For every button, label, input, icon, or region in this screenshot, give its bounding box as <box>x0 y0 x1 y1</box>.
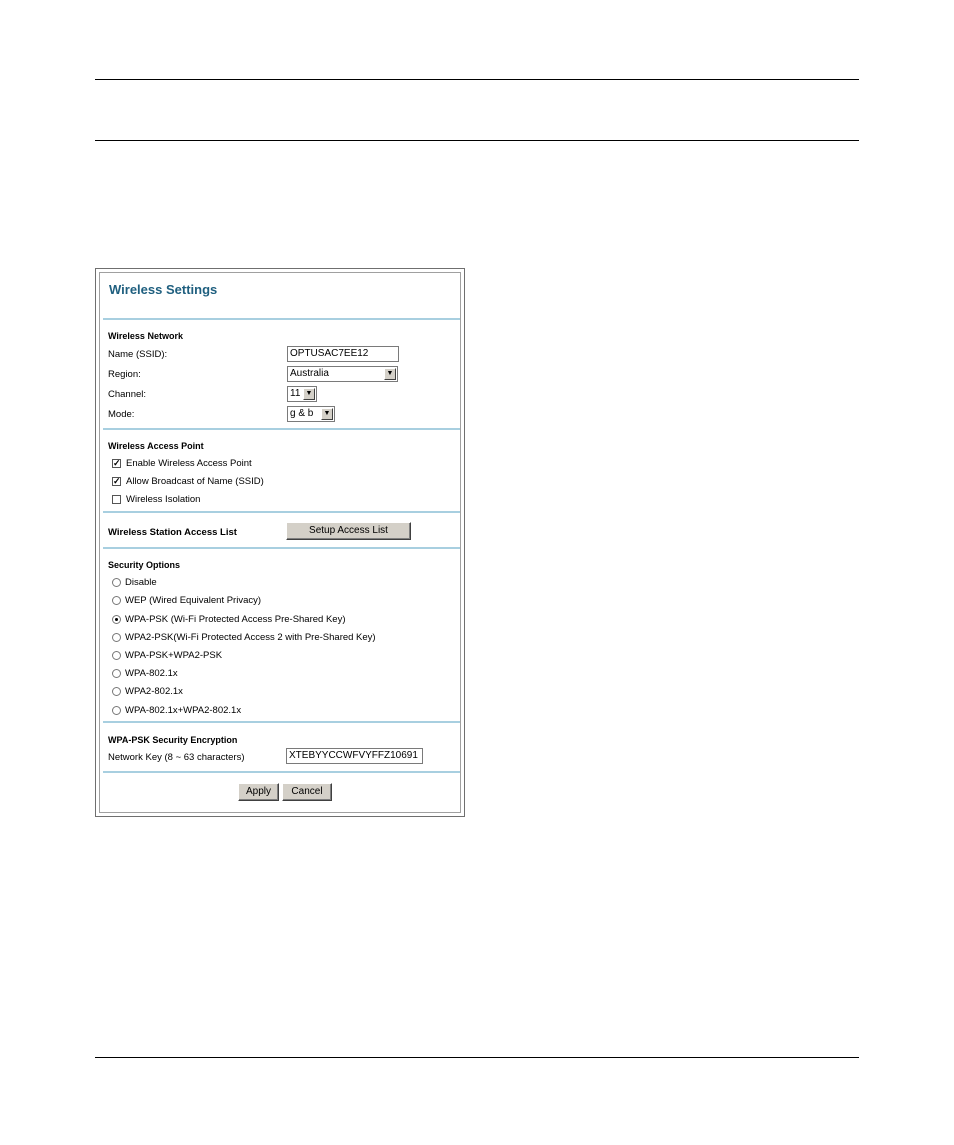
channel-value: 11 <box>290 388 301 399</box>
security-option-label: WPA2-802.1x <box>125 686 183 697</box>
wireless-isolation-label: Wireless Isolation <box>126 494 201 505</box>
ssid-label: Name (SSID): <box>108 349 168 360</box>
mode-value: g & b <box>290 408 314 419</box>
region-value: Australia <box>290 368 329 379</box>
security-radio-wpa2-802-1x[interactable] <box>112 687 121 696</box>
security-radio-wpa-wpa2-802-1x[interactable] <box>112 706 121 715</box>
divider <box>103 547 460 549</box>
network-key-input[interactable]: XTEBYYCCWFVYFFZ10691 <box>286 748 423 764</box>
security-option-label: WEP (Wired Equivalent Privacy) <box>125 595 262 606</box>
section-heading-station-list: Wireless Station Access List <box>108 527 237 538</box>
security-option-label: WPA-PSK+WPA2-PSK <box>125 650 223 661</box>
page-title: Wireless Settings <box>109 282 218 297</box>
security-radio-wpa-psk[interactable] <box>112 615 121 624</box>
mode-select[interactable] <box>287 406 335 422</box>
divider <box>103 771 460 773</box>
enable-access-point-checkbox[interactable]: ✓ <box>113 458 121 468</box>
panel-body <box>99 272 461 813</box>
network-key-label: Network Key (8 ~ 63 characters) <box>108 752 245 763</box>
chevron-down-icon[interactable]: ▼ <box>303 388 315 400</box>
divider <box>103 318 460 320</box>
ssid-input[interactable]: OPTUSAC7EE12 <box>287 346 399 362</box>
chevron-down-icon[interactable]: ▼ <box>384 368 396 380</box>
divider <box>103 721 460 723</box>
security-option-label: Disable <box>125 577 157 588</box>
cancel-button[interactable]: Cancel <box>282 783 332 801</box>
region-label: Region: <box>108 369 141 380</box>
security-radio-wpa2-psk[interactable] <box>112 633 121 642</box>
chevron-down-icon[interactable]: ▼ <box>321 408 333 420</box>
security-radio-wpa-psk-wpa2-psk[interactable] <box>112 651 121 660</box>
header-rule-top <box>95 79 859 80</box>
wireless-isolation-checkbox[interactable] <box>112 495 121 504</box>
channel-select[interactable] <box>287 386 317 402</box>
section-heading-security: Security Options <box>108 560 181 570</box>
broadcast-ssid-checkbox[interactable]: ✓ <box>113 476 121 486</box>
channel-label: Channel: <box>108 389 147 400</box>
security-option-label: WPA2-PSK(Wi-Fi Protected Access 2 with Pre-Shared Key) <box>125 632 376 643</box>
security-radio-wep[interactable] <box>112 596 121 605</box>
divider <box>103 511 460 513</box>
section-heading-access-point: Wireless Access Point <box>108 441 204 451</box>
header-rule-bottom <box>95 140 859 141</box>
security-option-label: WPA-802.1x+WPA2-802.1x <box>125 705 242 716</box>
section-heading-encryption: WPA-PSK Security Encryption <box>108 735 238 745</box>
security-radio-wpa-802-1x[interactable] <box>112 669 121 678</box>
section-heading-wireless-network: Wireless Network <box>108 331 183 341</box>
mode-label: Mode: <box>108 409 135 420</box>
footer-rule <box>95 1057 859 1058</box>
apply-button[interactable]: Apply <box>238 783 279 801</box>
security-radio-disable[interactable] <box>112 578 121 587</box>
setup-access-list-button[interactable]: Setup Access List <box>286 522 411 540</box>
broadcast-ssid-label: Allow Broadcast of Name (SSID) <box>126 476 264 487</box>
wireless-settings-panel <box>95 268 465 817</box>
region-select[interactable] <box>287 366 398 382</box>
security-option-label: WPA-PSK (Wi-Fi Protected Access Pre-Shared Key) <box>125 614 346 625</box>
enable-access-point-label: Enable Wireless Access Point <box>126 458 252 469</box>
divider <box>103 428 460 430</box>
security-option-label: WPA-802.1x <box>125 668 178 679</box>
